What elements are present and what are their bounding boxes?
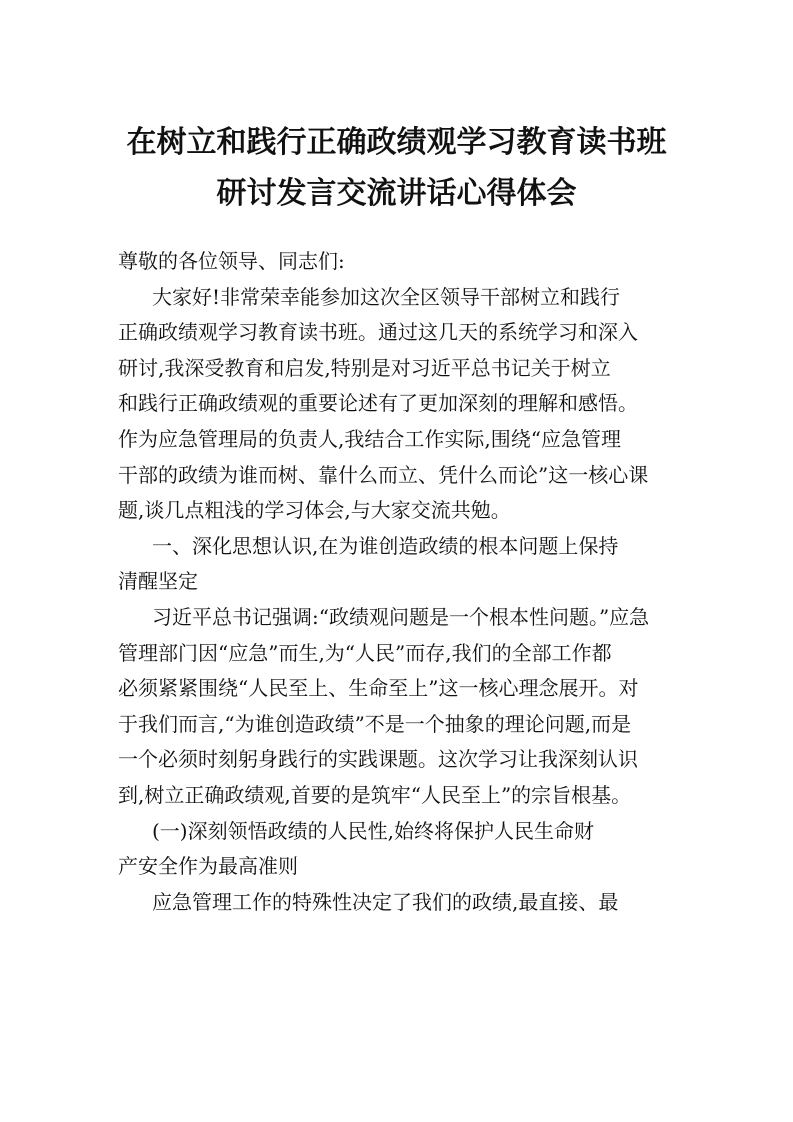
body-line: 到,树立正确政绩观,首要的是筑牢“人民至上”的宗旨根基。 [118, 782, 632, 807]
body-line: 干部的政绩为谁而树、靠什么而立、凭什么而论”这一核心课 [118, 462, 649, 487]
body-line: 管理部门因“应急”而生,为“人民”而存,我们的全部工作都 [118, 640, 612, 665]
body-line: 题,谈几点粗浅的学习体会,与大家交流共勉。 [118, 498, 511, 523]
body-line: (一)深刻领悟政绩的人民性,始终将保护人民生命财 [152, 818, 594, 843]
document-title-line-1: 在树立和践行正确政绩观学习教育读书班 [126, 125, 667, 160]
document-body [118, 244, 678, 920]
body-line: 正确政绩观学习教育读书班。通过这几天的系统学习和深入 [118, 320, 638, 345]
body-line: 研讨,我深受教育和启发,特别是对习近平总书记关于树立 [118, 355, 611, 380]
body-line: 习近平总书记强调:“政绩观问题是一个根本性问题。”应急 [152, 604, 650, 629]
body-line: 必须紧紧围绕“人民至上、生命至上”这一核心理念展开。对 [118, 676, 639, 701]
body-line: 一个必须时刻躬身践行的实践课题。这次学习让我深刻认识 [118, 747, 638, 772]
body-line: 尊敬的各位领导、同志们: [118, 249, 345, 273]
body-line: 和践行正确政绩观的重要论述有了更加深刻的理解和感悟。 [118, 391, 638, 416]
body-line: 清醒坚定 [118, 569, 198, 594]
body-line: 产安全作为最高准则 [118, 854, 298, 879]
body-line: 于我们而言,“为谁创造政绩”不是一个抽象的理论问题,而是 [118, 711, 632, 736]
body-line: 大家好!非常荣幸能参加这次全区领导干部树立和践行 [152, 284, 621, 309]
body-line: 一、深化思想认识,在为谁创造政绩的根本问题上保持 [152, 533, 619, 558]
body-line: 作为应急管理局的负责人,我结合工作实际,围绕“应急管理 [118, 426, 621, 451]
document-title-line-2: 研讨发言交流讲话心得体会 [216, 176, 577, 211]
body-line: 应急管理工作的特殊性决定了我们的政绩,最直接、最 [152, 889, 619, 914]
